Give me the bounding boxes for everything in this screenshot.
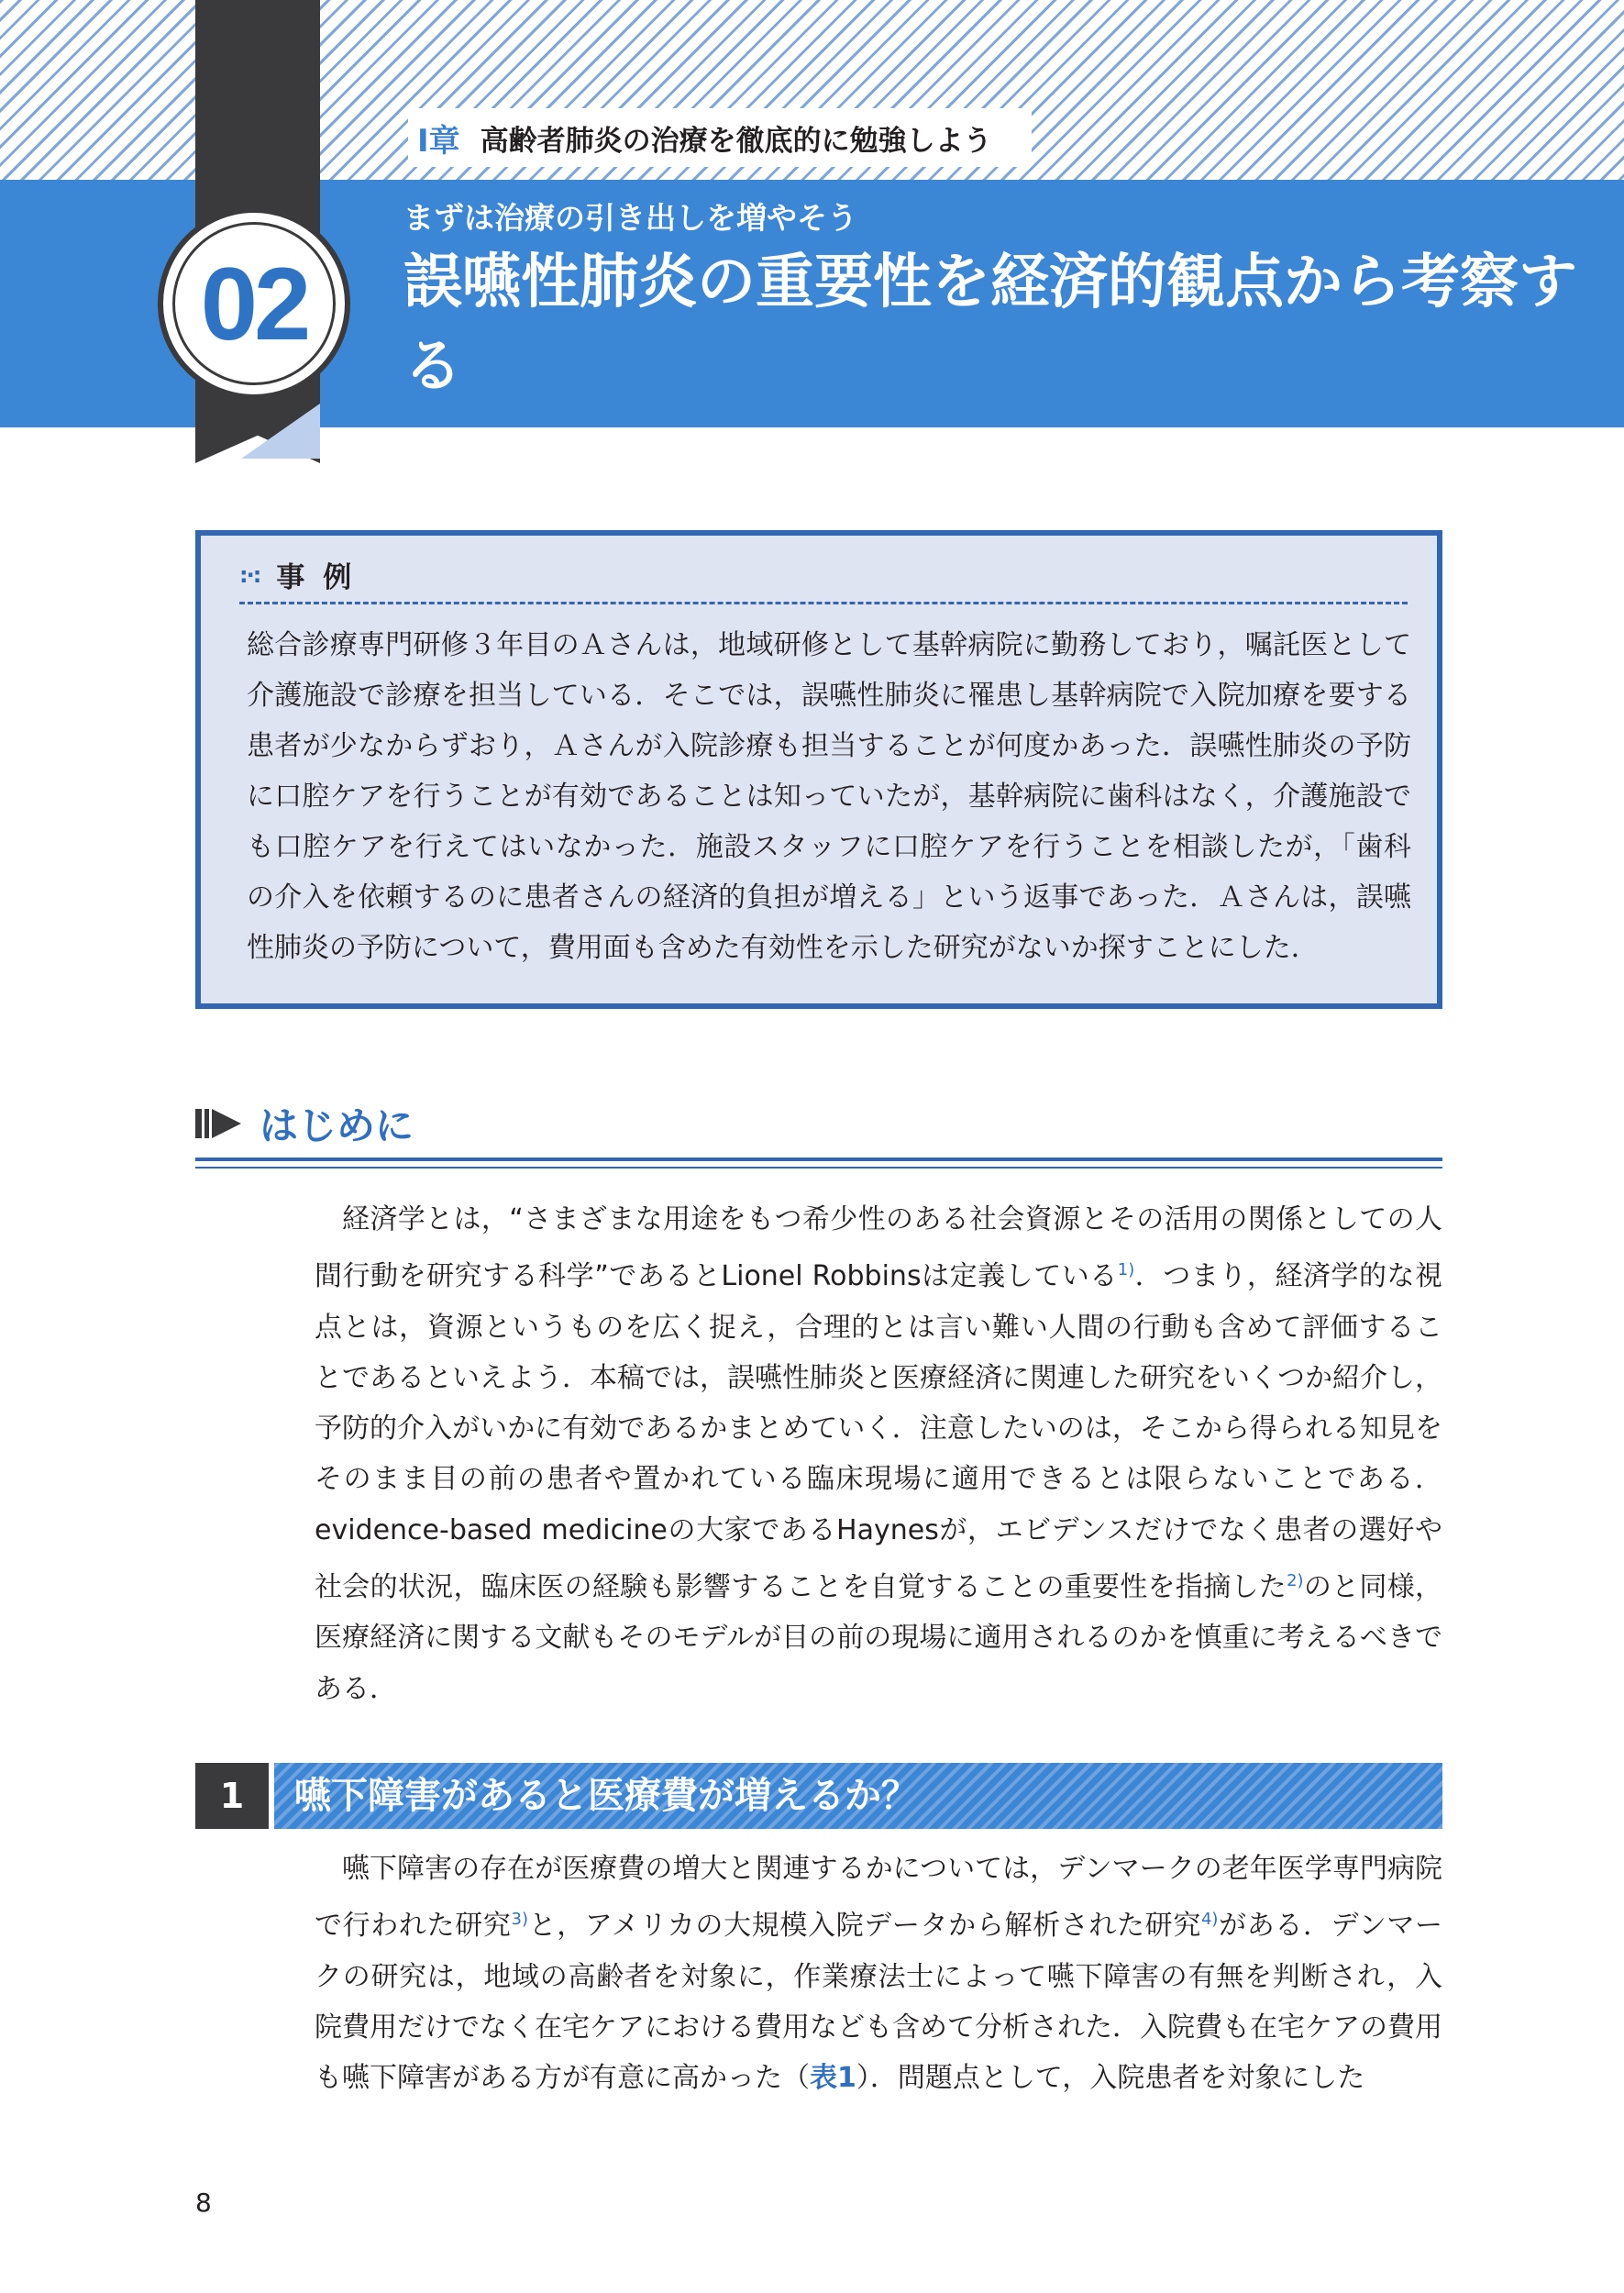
play-flag-icon: [195, 1105, 243, 1142]
case-divider: [239, 602, 1408, 604]
page-number: 8: [195, 2188, 212, 2218]
intro-text-3: のと同様，医療経済に関する文献もそのモデルが目の前の現場に適用されるのかを慎重に考えるべきである．: [315, 1571, 1443, 1705]
chapter-title: 高齢者肺炎の治療を徹底的に勉強しよう: [480, 124, 992, 158]
citation-1[interactable]: 1): [1117, 1260, 1135, 1280]
section-1-paragraph: [315, 1844, 1442, 2103]
chapter-number: Ⅰ章: [417, 122, 460, 160]
section-1-number: 1: [195, 1763, 274, 1829]
section-1-text-3: がある．デンマークの研究は，地域の高齢者を対象に，作業療法士によって嚥下障害の有無を判断され，入院費用だけでなく在宅ケアにおける費用なども含めて分析された．入院費も在宅ケアの費用も嚥下障害がある方が有意に高かった（: [315, 1910, 1443, 2095]
section-1-heading: 嚥下障害があると医療費が増えるか？: [294, 1775, 918, 1817]
section-number: 02: [200, 246, 308, 361]
intro-text-2: ．つまり，経済学的な視点とは，資源というものを広く捉え，合理的とは言い難い人間の行動も含めて評価することであるといえよう．本稿では，誤嚥性肺炎と医療経済に関連した研究をいくつか紹介し，予防的介入がいかに有効であるかまとめていく．注意したいのは，そこから得られる知見をそのまま目の前の患者や置かれている臨床現場に適用できるとは限らないことである．evidence-based medicineの大家であるHaynesが，エビデンスだけでなく患者の選好や社会的状況，臨床医の経験も影響することを自覚することの重要性を指摘した: [315, 1260, 1443, 1604]
heading-rule: [195, 1158, 1442, 1161]
intro-heading-row: [195, 1096, 414, 1151]
table-1-reference[interactable]: 表1: [810, 2062, 856, 2095]
page-title: 誤嚥性肺炎の重要性を経済的観点から考察する: [403, 249, 1577, 401]
intro-text-1: 経済学とは，“さまざまな用途をもつ希少性のある社会資源とその活用の関係としての人間行動を研究する科学”であるとLionel Robbinsは定義している: [315, 1203, 1442, 1293]
page-subtitle: まずは治療の引き出しを増やそう: [403, 200, 857, 236]
dots-icon: :·:: [239, 561, 260, 588]
section-1-text-2: と，アメリカの大規模入院データから解析された研究: [528, 1910, 1201, 1943]
case-header: [239, 554, 370, 595]
section-number-badge: [158, 207, 350, 400]
section-1-heading-bar: [195, 1763, 1442, 1829]
case-heading: 事例: [276, 561, 370, 594]
case-box: [195, 530, 1442, 1009]
citation-2[interactable]: 2): [1287, 1571, 1304, 1591]
intro-heading: はじめに: [260, 1103, 414, 1148]
section-1-text-4: ）．問題点として，入院患者を対象にした: [856, 2062, 1365, 2095]
heading-rule-thin: [195, 1167, 1442, 1169]
section-1-text-1: 嚥下障害の存在が医療費の増大と関連するかについては，デンマークの老年医学専門病院で行われた研究: [315, 1853, 1442, 1943]
intro-paragraph: [315, 1194, 1442, 1714]
chapter-label: [408, 108, 1032, 167]
citation-3[interactable]: 3): [511, 1910, 528, 1930]
citation-4[interactable]: 4): [1200, 1910, 1219, 1930]
case-text: 総合診療専門研修３年目のＡさんは，地域研修として基幹病院に勤務しており，嘱託医として介護施設で診療を担当している．そこでは，誤嚥性肺炎に罹患し基幹病院で入院加療を要する患者が少なからずおり，Ａさんが入院診療も担当することが何度かあった．誤嚥性肺炎の予防に口腔ケアを行うことが有効であることは知っていたが，基幹病院に歯科はなく，介護施設でも口腔ケアを行えてはいなかった．施設スタッフに口腔ケアを行うことを相談したが，「歯科の介入を依頼するのに患者さんの経済的負担が増える」という返事であった．Ａさんは，誤嚥性肺炎の予防について，費用面も含めた有効性を示した研究がないか探すことにした．: [247, 629, 1411, 964]
